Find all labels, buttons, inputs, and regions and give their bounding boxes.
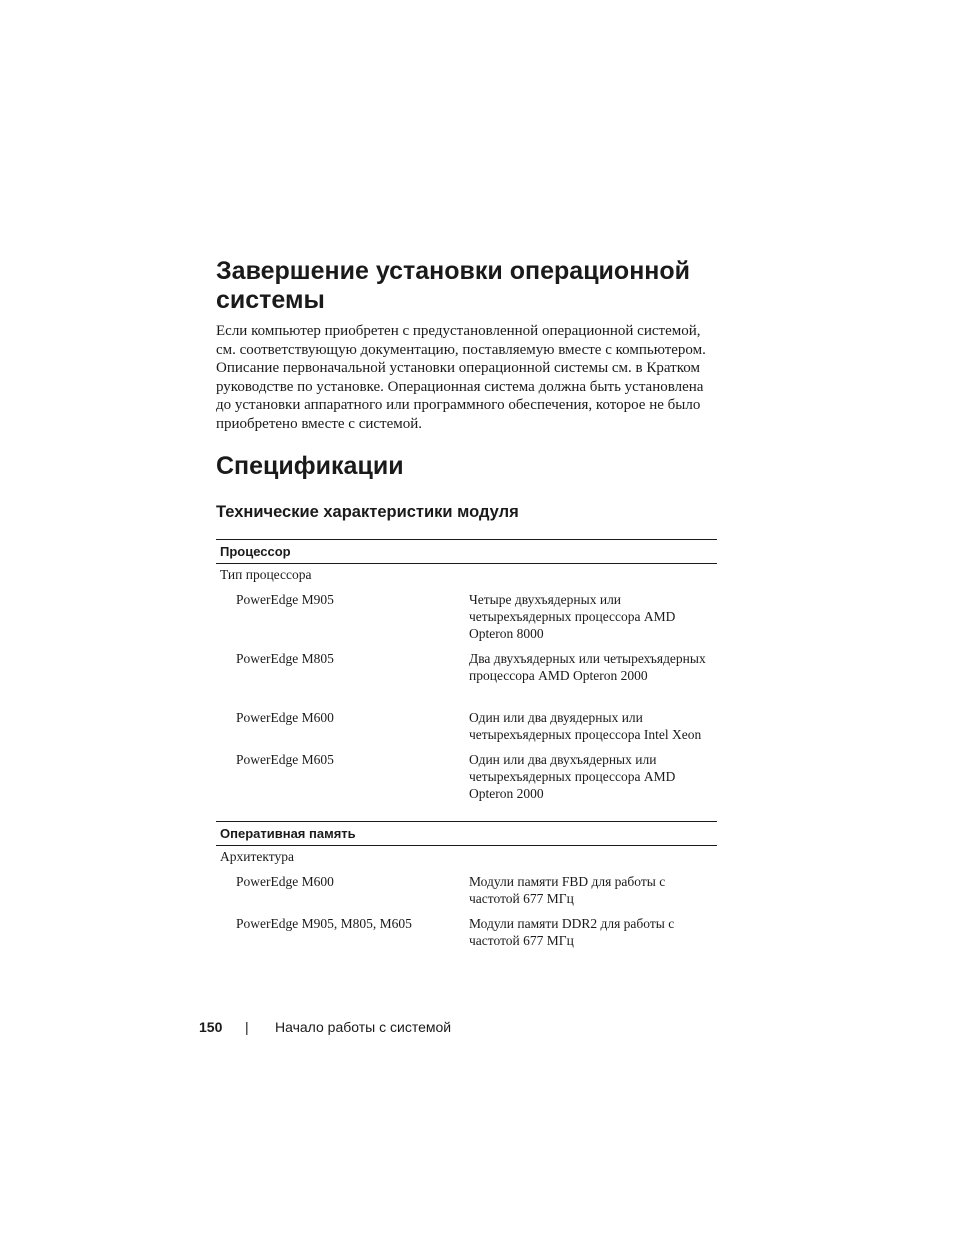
row-value: Один или два двуядерных или четырехъядерных процессора Intel Xeon bbox=[469, 710, 702, 742]
row-value: Два двухъядерных или четырехъядерных процессора AMD Opteron 2000 bbox=[469, 651, 706, 683]
memory-table bbox=[216, 821, 717, 957]
os-installation-paragraph: Если компьютер приобретен с предустановленной операционной системой, см. соответствующую документацию, поставляемую вместе с компьютером. Описание первоначальной установки операционной системы см. в Кратком руководстве по установке. Операционная система должна быть установлена до установки аппаратного или программного обеспечения, которое не было приобретено вместе с системой. bbox=[216, 323, 706, 432]
row-model: PowerEdge M905 bbox=[236, 592, 334, 607]
heading-module-specs: Технические характеристики модуля bbox=[216, 503, 519, 521]
row-model: PowerEdge M600 bbox=[236, 710, 334, 725]
page-number: 150 bbox=[199, 1019, 223, 1035]
table-row bbox=[216, 709, 717, 751]
row-model: PowerEdge M905, M805, M605 bbox=[236, 916, 412, 931]
table-row bbox=[216, 591, 717, 650]
memory-architecture-label: Архитектура bbox=[220, 849, 294, 864]
table-row bbox=[216, 873, 717, 915]
heading-os-installation: Завершение установки операционной системы bbox=[216, 257, 691, 314]
row-value: Один или два двухъядерных или четырехъядерных процессора AMD Opteron 2000 bbox=[469, 752, 676, 801]
row-model: PowerEdge M600 bbox=[236, 874, 334, 889]
heading-specifications: Спецификации bbox=[216, 452, 404, 480]
footer-separator: | bbox=[245, 1019, 249, 1035]
row-value: Четыре двухъядерных или четырехъядерных процессора AMD Opteron 8000 bbox=[469, 592, 676, 641]
row-model: PowerEdge M605 bbox=[236, 752, 334, 767]
page-footer bbox=[199, 1017, 451, 1037]
row-value: Модули памяти DDR2 для работы с частотой 677 МГц bbox=[469, 916, 675, 948]
processor-type-label: Тип процессора bbox=[220, 567, 312, 582]
footer-title: Начало работы с системой bbox=[275, 1019, 452, 1035]
table-row bbox=[216, 751, 717, 810]
processor-table bbox=[216, 539, 717, 810]
processor-header: Процессор bbox=[216, 539, 717, 564]
table-row bbox=[216, 915, 717, 957]
table-row bbox=[216, 650, 717, 709]
row-model: PowerEdge M805 bbox=[236, 651, 334, 666]
memory-header: Оперативная память bbox=[216, 821, 717, 846]
row-value: Модули памяти FBD для работы с частотой 677 МГц bbox=[469, 874, 666, 906]
